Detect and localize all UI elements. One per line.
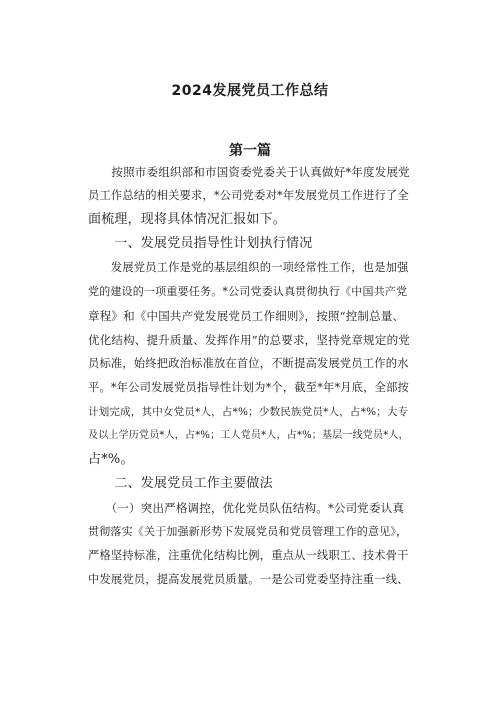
- body-line: 按照市委组织部和市国资委党委关于认真做好*年度发展党: [88, 165, 410, 179]
- body-line: 及以上学历党员*人，占*%；工人党员*人，占*%；基层一线党员*人，: [88, 430, 409, 441]
- body-line: 党的建设的一项重要任务。*公司党委认真贯彻执行《中国共产党: [88, 285, 408, 298]
- body-line: 占*%。: [88, 452, 134, 467]
- body-line: 面梳理，现将具体情况汇报如下。: [88, 212, 287, 227]
- body-line: 计划完成，其中女党员*人，占*%；少数民族党员*人，占*%；大专: [88, 406, 409, 418]
- section-heading: 二、发展党员工作主要做法: [88, 476, 273, 491]
- section-title: 第一篇: [229, 143, 271, 159]
- body-line: 章程》和《中国共产党发展党员工作细则》，按照“控制总量、: [88, 309, 405, 323]
- body-line: 严格坚持标准，注重优化结构比例，重点从一线职工、技术骨干: [88, 549, 409, 562]
- body-line: 平。*年公司发展党员指导性计划为*个，截至*年*月底，全部按: [88, 381, 410, 394]
- body-line: 员工作总结的相关要求，*公司党委对*年发展党员工作进行了全: [88, 189, 409, 202]
- body-line: 中发展党员，提高发展党员质量。一是公司党委坚持注重一线、: [88, 573, 409, 586]
- document-title: 2024发展党员工作总结: [171, 83, 329, 99]
- body-line: 优化结构、提升质量、发挥作用”的总要求，坚持党章规定的党: [88, 333, 410, 347]
- body-line: 员标准，始终把政治标准放在首位，不断提高发展党员工作的水: [88, 357, 409, 370]
- section-heading: 一、发展党员指导性计划执行情况: [88, 236, 313, 251]
- document-body: [88, 160, 410, 592]
- body-line: 发展党员工作是党的基层组织的一项经常性工作，也是加强: [88, 261, 409, 274]
- body-line: 贯彻落实《关于加强新形势下发展党员和党员管理工作的意见》，: [88, 525, 408, 538]
- body-line: （一）突出严格调控，优化党员队伍结构。*公司党委认真: [88, 501, 405, 515]
